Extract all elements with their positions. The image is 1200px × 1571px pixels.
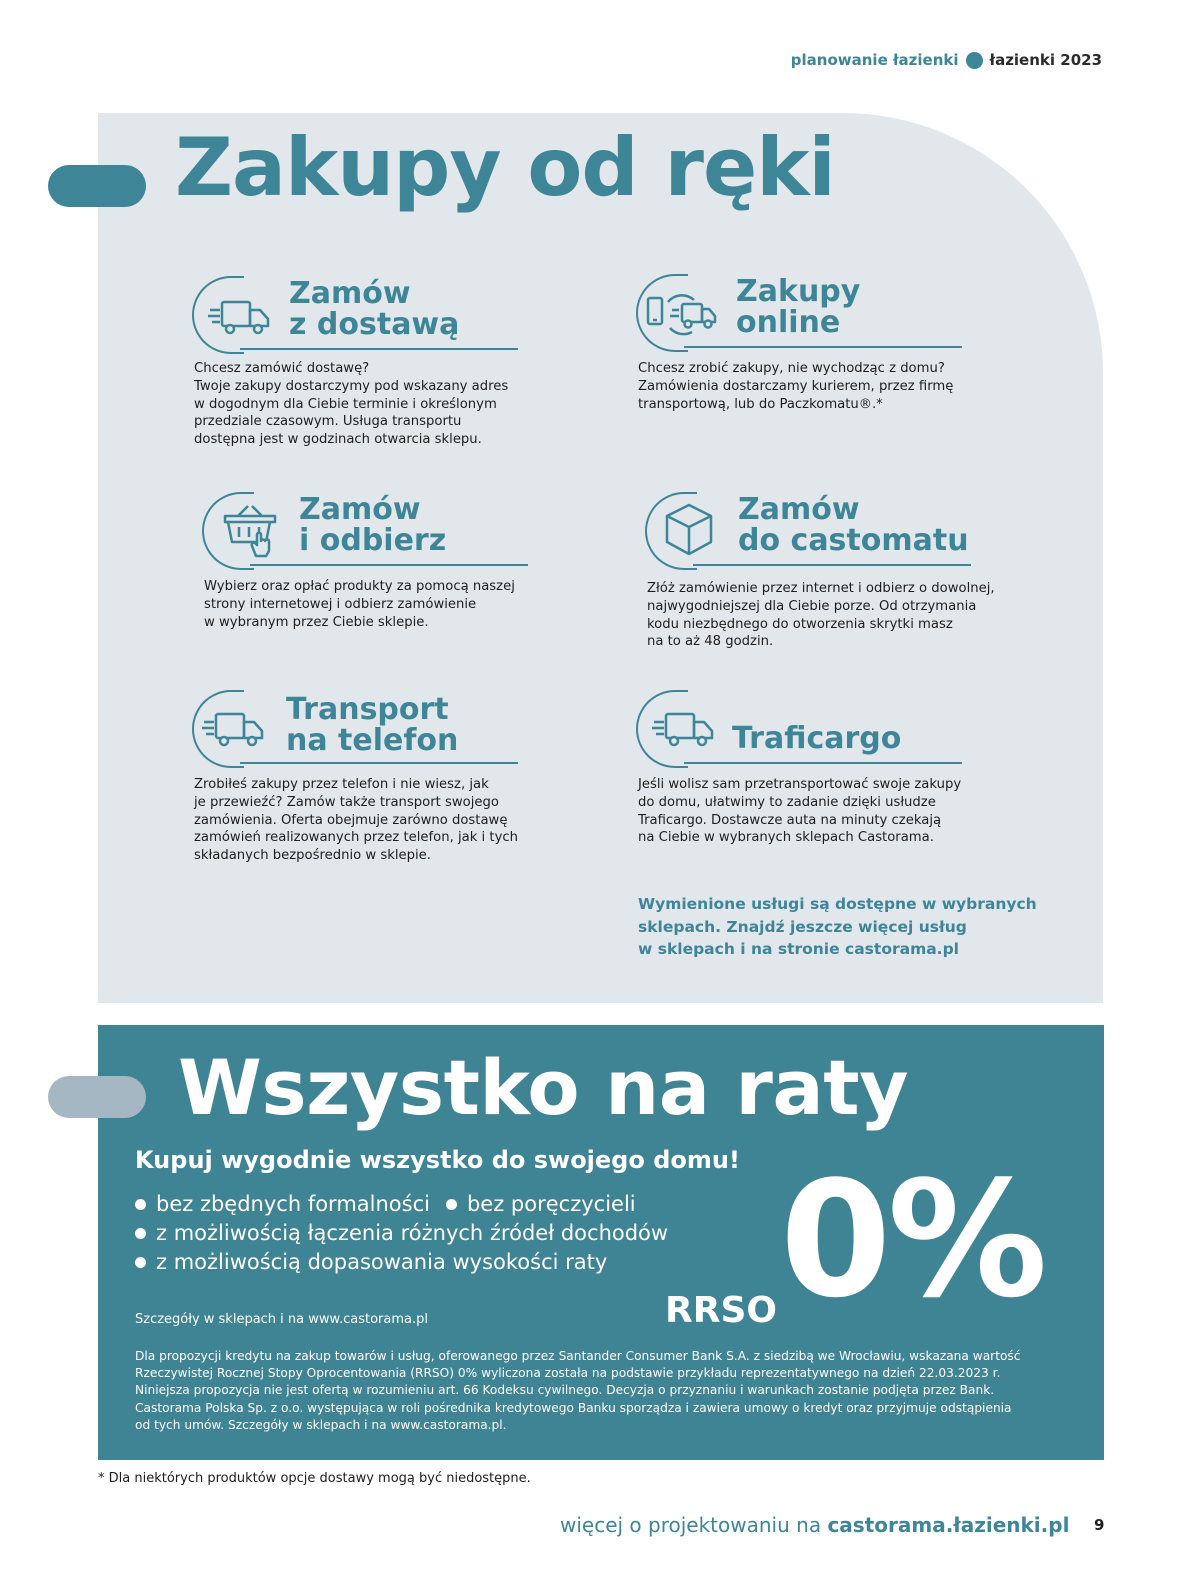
- header-catalog: łazienki 2023: [989, 51, 1102, 69]
- rrso-value: 0%: [780, 1146, 1044, 1333]
- delivery-truck-icon: [202, 708, 266, 750]
- service-title: Zamów z dostawą: [289, 276, 460, 342]
- service-description: Jeśli wolisz sam przetransportować swoje zakupy do domu, ułatwimy to zadanie dzięki usłudze Traficargo. Dostawcze auta na minuty czekają na Ciebie w wybranych sklepach Castorama.: [638, 777, 962, 846]
- installments-bullets: [135, 1190, 668, 1277]
- header-section: planowanie łazienki: [790, 51, 959, 69]
- footer-url[interactable]: castorama.łazienki.pl: [827, 1513, 1070, 1537]
- footnote: * Dla niektórych produktów opcje dostawy mogą być niedostępne.: [98, 1471, 531, 1486]
- service-title: Transport na telefon: [286, 692, 459, 758]
- rrso-label: RRSO: [665, 1290, 777, 1331]
- footer-link[interactable]: [560, 1513, 1069, 1537]
- delivery-truck-icon: [652, 708, 716, 750]
- bullet-dot: [135, 1257, 146, 1268]
- service-title: Zamów do castomatu: [738, 492, 969, 558]
- bullet-text: z możliwością dopasowania wysokości raty: [156, 1250, 608, 1274]
- service-underline: [240, 348, 518, 350]
- running-header: [791, 51, 1102, 69]
- legal-disclaimer: Dla propozycji kredytu na zakup towarów i usług, oferowanego przez Santander Consumer Bank S.A. z siedzibą we Wrocławiu, wskazana wartość Rzeczywistej Rocznej Stopy Oprocentowania (RRSO) 0% wyliczona została na podstawie przykładu reprezentatywnego na dzień 22.03.2023 r. Niniejsza propozycja nie jest ofertą w rozumieniu art. 66 Kodeksu cywilnego. Decyzja o przyznaniu i warunkach zostanie podjęta przez Bank. Castorama Polska Sp. z o.o. występująca w roli pośrednika kredytowego Banku sporządza i zawiera umowy o kredyt oraz przyjmuje odstąpienia od tych umów. Szczegóły w sklepach i na www.castorama.pl.: [135, 1349, 1021, 1432]
- service-underline: [693, 564, 971, 566]
- service-description: Złóż zamówienie przez internet i odbierz o dowolnej, najwygodniejszej dla Ciebie porze. Od otrzymania kodu niezbędnego do otworzenia skrytki masz na to aż 48 godzin.: [647, 581, 995, 650]
- service-title: Traficargo: [732, 721, 902, 756]
- box-icon: [663, 502, 715, 558]
- service-description: Wybierz oraz opłać produkty za pomocą naszej strony internetowej i odbierz zamówienie w wybranym przez Ciebie sklepie.: [204, 579, 515, 630]
- service-underline: [250, 564, 528, 566]
- bullet-row: [135, 1219, 668, 1248]
- service-underline: [684, 762, 962, 764]
- footer-prefix: więcej o projektowaniu na: [560, 1513, 822, 1537]
- bullet-row: [135, 1190, 668, 1219]
- installments-subtitle: Kupuj wygodnie wszystko do swojego domu!: [135, 1146, 740, 1174]
- bullet-text: bez zbędnych formalności: [156, 1192, 430, 1216]
- page-number: 9: [1094, 1516, 1105, 1534]
- services-note: Wymienione usługi są dostępne w wybranych sklepach. Znajdź jeszcze więcej usług w sklepach i na stronie castorama.pl: [638, 895, 1037, 958]
- bullet-row: [135, 1248, 668, 1277]
- service-title: Zakupy online: [736, 274, 861, 340]
- service-description: Zrobiłeś zakupy przez telefon i nie wiesz, jak je przewieźć? Zamów także transport swojego zamówienia. Oferta obejmuje zarówno dostawę zamówień realizowanych przez telefon, jak i tych składanych bezpośrednio w sklepie.: [194, 777, 518, 864]
- decorative-pill: [48, 165, 146, 207]
- bullet-text: z możliwością łączenia różnych źródeł dochodów: [156, 1221, 669, 1245]
- bullet-text: bez poręczycieli: [466, 1192, 636, 1216]
- section-title: Zakupy od ręki: [175, 121, 835, 214]
- bullet-dot: [135, 1228, 146, 1239]
- service-description: Chcesz zrobić zakupy, nie wychodząc z domu? Zamówienia dostarczamy kurierem, przez firmę transportową, lub do Paczkomatu®.*: [638, 361, 954, 412]
- service-title: Zamów i odbierz: [299, 492, 447, 558]
- installments-title: Wszystko na raty: [178, 1043, 909, 1132]
- bullet-dot: [446, 1199, 457, 1210]
- service-underline: [684, 346, 962, 348]
- delivery-truck-icon: [208, 296, 272, 338]
- phone-truck-icon: [646, 292, 718, 336]
- service-underline: [240, 762, 518, 764]
- bullet-dot: [135, 1199, 146, 1210]
- installments-details: Szczegóły w sklepach i na www.castorama.pl: [135, 1312, 428, 1327]
- decorative-pill: [48, 1076, 146, 1118]
- header-dot: [966, 52, 983, 69]
- service-description: Chcesz zamówić dostawę? Twoje zakupy dostarczymy pod wskazany adres w dogodnym dla Ciebie terminie i określonym przedziale czasowym. Usługa transportu dostępna jest w godzinach otwarcia sklepu.: [194, 361, 509, 448]
- basket-click-icon: [222, 502, 280, 558]
